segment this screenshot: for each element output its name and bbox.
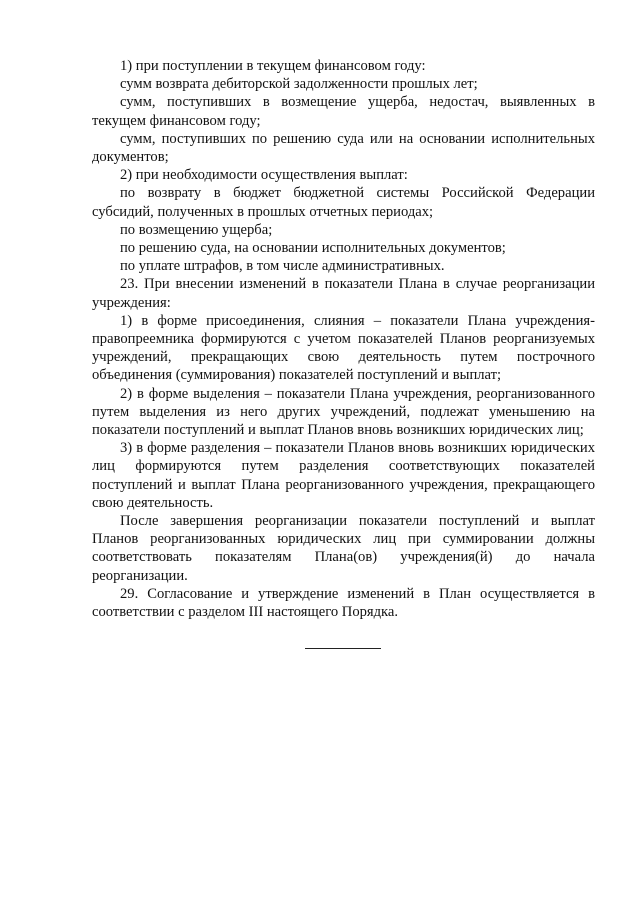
- paragraph-subsidy-return: по возврату в бюджет бюджетной системы Российской Федерации субсидий, полученных в прошлых отчетных периодах;: [92, 185, 595, 220]
- paragraph-division: 3) в форме разделения – показатели Планов вновь возникших юридических лиц формируются путем разделения соответствующих показателей поступлений и выплат Плана реорганизованного учреждения, прекращающего свою деятельность.: [92, 440, 595, 511]
- paragraph-debt-return: сумм возврата дебиторской задолженности прошлых лет;: [120, 76, 478, 93]
- paragraph-damage-compensation-payments: по возмещению ущерба;: [120, 221, 273, 238]
- paragraph-damage-compensation-receipts: сумм, поступивших в возмещение ущерба, недостач, выявленных в текущем финансовом году;: [92, 94, 595, 129]
- paragraph-spin-off: 2) в форме выделения – показатели Плана учреждения, реорганизованного путем выделения из него других учреждений, подлежат уменьшению на показатели поступлений и выплат Планов вновь возникших юридических лиц;: [92, 385, 595, 439]
- paragraph-section-29: 29. Согласование и утверждение изменений в План осуществляется в соответствии с разделом III настоящего Порядка.: [92, 585, 595, 621]
- paragraph-merger: 1) в форме присоединения, слияния – показатели Плана учреждения-правопреемника формируются с учетом показателей Планов реорганизуемых учреждений, прекращающих свою деятельность путем построчного объединения (суммирования) показателей поступлений и выплат;: [92, 312, 595, 384]
- paragraph-receipts-intro: 1) при поступлении в текущем финансовом году:: [120, 58, 426, 74]
- paragraph-section-23: 23. При внесении изменений в показатели Плана в случае реорганизации учреждения:: [92, 276, 595, 311]
- document-body: [92, 57, 595, 621]
- paragraph-payments-intro: 2) при необходимости осуществления выплат:: [120, 167, 408, 184]
- paragraph-court-receipts: сумм, поступивших по решению суда или на основании исполнительных документов;: [92, 130, 595, 166]
- paragraph-fines: по уплате штрафов, в том числе административных.: [120, 258, 445, 275]
- paragraph-after-reorganization: После завершения реорганизации показатели поступлений и выплат Планов реорганизованных юридических лиц при суммировании должны соответствовать показателям Плана(ов) учреждения(й) до начала реорганизации.: [92, 513, 595, 584]
- end-of-document-rule: [305, 648, 381, 649]
- paragraph-court-payments: по решению суда, на основании исполнительных документов;: [120, 240, 506, 257]
